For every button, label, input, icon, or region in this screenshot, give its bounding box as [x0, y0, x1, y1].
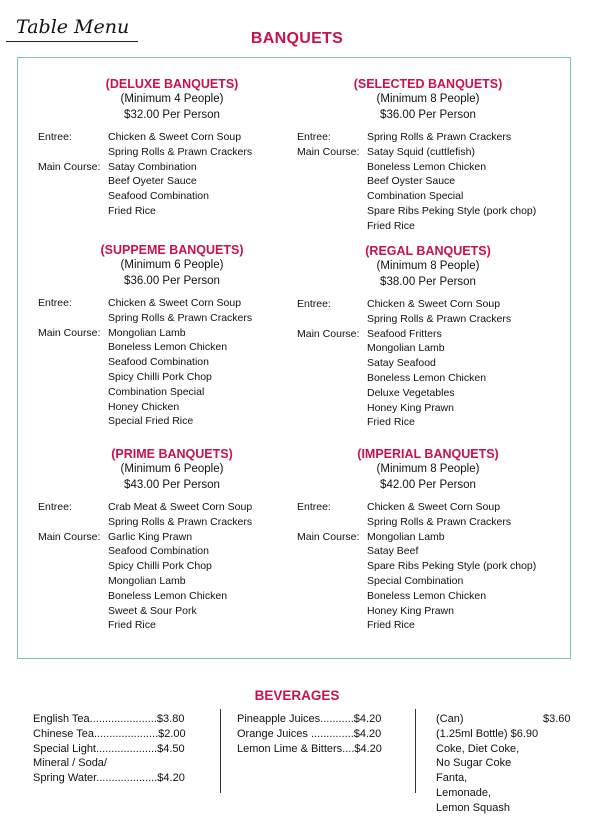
course-label [38, 311, 108, 326]
course-label: Main Course: [297, 530, 360, 543]
course-label [297, 415, 367, 430]
beverage-line: (1.25ml Bottle) $6.90 [436, 727, 539, 740]
dish-name: Chicken & Sweet Corn Soup [108, 297, 242, 309]
course-label: Entree: [38, 297, 72, 309]
menu-row [297, 515, 587, 530]
menu-row [297, 371, 587, 386]
menu-row [38, 189, 328, 204]
dish-name: Spare Ribs Peking Style (pork chop) [367, 560, 537, 573]
dish-name: Beef Oyeter Sauce [108, 175, 197, 188]
banquet-minimum: (Minimum 6 People) [120, 259, 224, 271]
banquet-items [297, 130, 587, 234]
dish-name: Mongolian Lamb [367, 530, 445, 543]
dish-name: Boneless Lemon Chicken [367, 371, 487, 384]
menu-row [297, 130, 587, 145]
dish-name: Honey King Prawn [367, 604, 454, 617]
banquet-price: $38.00 Per Person [380, 275, 476, 288]
menu-row [297, 401, 587, 416]
dish-name: Spring Rolls & Prawn Crackers [108, 311, 253, 324]
dish-name: Special Fried Rice [108, 415, 194, 428]
course-label [38, 515, 108, 530]
menu-row [38, 355, 328, 370]
dish-name: Spring Rolls & Prawn Crackers [367, 131, 512, 143]
course-label [297, 386, 367, 401]
menu-row [38, 174, 328, 189]
menu-row [297, 341, 587, 356]
beverage-column-teas [33, 712, 186, 786]
menu-row [38, 145, 328, 160]
dish-name: Spring Rolls & Prawn Crackers [108, 145, 253, 158]
dish-name: Mongolian Lamb [108, 574, 186, 587]
course-label [297, 604, 367, 619]
dish-name: Fried Rice [108, 619, 156, 632]
dish-name: Spare Ribs Peking Style (pork chop) [367, 204, 537, 217]
banquet-minimum: (Minimum 8 People) [376, 93, 480, 105]
banquet-imperial [297, 446, 587, 633]
banquet-header [38, 242, 306, 289]
dish-name: Mongolian Lamb [367, 342, 445, 355]
dish-name: Spring Rolls & Prawn Crackers [367, 312, 512, 325]
beverage-column-soft-drinks [436, 712, 571, 816]
menu-row [38, 414, 328, 429]
course-label: Entree: [297, 131, 331, 143]
banquet-price: $42.00 Per Person [380, 478, 476, 491]
dish-name: Fried Rice [108, 204, 156, 217]
dish-name: Fried Rice [367, 416, 415, 429]
menu-row [38, 604, 328, 619]
beverage-line: No Sugar Coke [436, 757, 512, 770]
banquet-items [38, 130, 328, 219]
banquet-deluxe [38, 76, 328, 219]
course-label [38, 204, 108, 219]
menu-row [297, 312, 587, 327]
dish-name: Beef Oyster Sauce [367, 175, 456, 188]
banquet-name: (REGAL BANQUETS) [365, 244, 491, 258]
menu-row [38, 385, 328, 400]
banquet-suppeme [38, 242, 328, 429]
course-label [38, 574, 108, 589]
course-label [38, 189, 108, 204]
course-label [297, 174, 367, 189]
beverage-line: Spring Water....................$4.20 [33, 772, 185, 785]
course-label [38, 604, 108, 619]
course-label [297, 160, 367, 175]
beverage-line: Lemonade, [436, 786, 492, 799]
menu-row [38, 544, 328, 559]
beverages-title: BEVERAGES [254, 688, 340, 703]
menu-row [297, 327, 587, 342]
dish-name: Spicy Chilli Pork Chop [108, 370, 212, 383]
menu-row [297, 219, 587, 234]
menu-row [38, 574, 328, 589]
menu-row [38, 530, 328, 545]
banquet-header [38, 76, 306, 123]
menu-row [38, 311, 328, 326]
menu-row [297, 500, 587, 515]
course-label: Entree: [38, 131, 72, 143]
dish-name: Boneless Lemon Chicken [108, 341, 228, 354]
course-label [297, 401, 367, 416]
menu-row [297, 559, 587, 574]
menu-row [297, 297, 587, 312]
menu-row [38, 559, 328, 574]
menu-row [297, 589, 587, 604]
banquet-header [297, 446, 559, 493]
course-label [38, 414, 108, 429]
menu-row [38, 160, 328, 175]
dish-name: Combination Special [367, 190, 464, 203]
menu-row [38, 340, 328, 355]
menu-row [297, 189, 587, 204]
banquet-name: (DELUXE BANQUETS) [105, 77, 239, 91]
banquet-name: (PRIME BANQUETS) [111, 447, 233, 461]
dish-name: Seafood Combination [108, 190, 209, 203]
dish-name: Satay Beef [367, 545, 419, 558]
dish-name: Mongolian Lamb [108, 326, 186, 339]
dish-name: Chicken & Sweet Corn Soup [108, 131, 242, 143]
dish-name: Seafood Combination [108, 545, 209, 558]
menu-row [38, 326, 328, 341]
banquet-regal [297, 243, 587, 430]
menu-row [38, 515, 328, 530]
dish-name: Honey Chicken [108, 400, 180, 413]
dish-name: Spring Rolls & Prawn Crackers [367, 515, 512, 528]
menu-row [297, 604, 587, 619]
banquet-name: (SUPPEME BANQUETS) [100, 243, 244, 257]
course-label: Main Course: [38, 530, 101, 543]
menu-row [38, 130, 328, 145]
banquet-prime [38, 446, 328, 633]
course-label: Entree: [297, 501, 331, 513]
dish-name: Combination Special [108, 385, 205, 398]
menu-row [297, 160, 587, 175]
menu-row [38, 500, 328, 515]
beverage-line: Pineapple Juices...........$4.20 [237, 713, 382, 725]
beverage-line: Special Light....................$4.50 [33, 742, 185, 755]
menu-row [297, 356, 587, 371]
banquet-price: $32.00 Per Person [124, 108, 220, 121]
beverage-line: Lemon Lime & Bitters....$4.20 [237, 742, 382, 755]
banquet-header [297, 243, 559, 290]
course-label [297, 341, 367, 356]
dish-name: Boneless Lemon Chicken [108, 589, 228, 602]
course-label [38, 400, 108, 415]
dish-name: Garlic King Prawn [108, 530, 193, 543]
banquet-minimum: (Minimum 6 People) [120, 463, 224, 475]
course-label: Entree: [38, 501, 72, 513]
course-label [297, 219, 367, 234]
dish-name: Sweet & Sour Pork [108, 604, 197, 617]
course-label: Main Course: [38, 326, 101, 339]
course-label [297, 544, 367, 559]
dish-name: Chicken & Sweet Corn Soup [367, 298, 501, 310]
course-label: Entree: [297, 298, 331, 310]
course-label [297, 574, 367, 589]
course-label [38, 145, 108, 160]
banquet-name: (IMPERIAL BANQUETS) [357, 447, 499, 461]
beverage-line: (Can) $3.60 [436, 713, 571, 725]
menu-row [297, 574, 587, 589]
course-label [297, 589, 367, 604]
banquet-header [297, 76, 559, 123]
course-label [38, 589, 108, 604]
course-label [38, 385, 108, 400]
beverage-line: Chinese Tea.....................$2.00 [33, 727, 186, 740]
dish-name: Spicy Chilli Pork Chop [108, 560, 212, 573]
course-label [297, 515, 367, 530]
course-label [38, 370, 108, 385]
course-label [38, 544, 108, 559]
banquet-price: $36.00 Per Person [124, 274, 220, 287]
dish-name: Spring Rolls & Prawn Crackers [108, 515, 253, 528]
menu-row [297, 530, 587, 545]
banquet-minimum: (Minimum 4 People) [120, 93, 224, 105]
beverage-line: English Tea......................$3.80 [33, 713, 185, 725]
dish-name: Fried Rice [367, 219, 415, 232]
course-label: Main Course: [38, 160, 101, 173]
menu-row [297, 415, 587, 430]
course-label [38, 355, 108, 370]
course-label [297, 189, 367, 204]
course-label [297, 356, 367, 371]
dish-name: Deluxe Vegetables [367, 386, 455, 399]
course-label: Main Course: [297, 327, 360, 340]
banquet-items [297, 500, 587, 633]
beverage-line: Mineral / Soda/ [33, 757, 107, 770]
dish-name: Seafood Combination [108, 356, 209, 369]
beverage-divider [415, 709, 416, 793]
menu-row [297, 544, 587, 559]
menu-row [297, 204, 587, 219]
dish-name: Special Combination [367, 574, 464, 587]
page-title: BANQUETS [250, 30, 344, 47]
beverage-column-juices [237, 712, 382, 756]
dish-name: Fried Rice [367, 619, 415, 632]
menu-row [297, 145, 587, 160]
course-label [297, 312, 367, 327]
beverage-line: Coke, Diet Coke, [436, 742, 520, 755]
course-label [297, 371, 367, 386]
banquet-selected [297, 76, 587, 234]
menu-row [38, 618, 328, 633]
menu-row [297, 386, 587, 401]
course-label [297, 204, 367, 219]
dish-name: Satay Squid (cuttlefish) [367, 145, 475, 158]
dish-name: Satay Seafood [367, 357, 436, 370]
dish-name: Seafood Fritters [367, 327, 442, 340]
menu-row [297, 174, 587, 189]
dish-name: Boneless Lemon Chicken [367, 589, 487, 602]
dish-name: Chicken & Sweet Corn Soup [367, 501, 501, 513]
banquet-minimum: (Minimum 8 People) [376, 463, 480, 475]
course-label [297, 559, 367, 574]
menu-row [38, 296, 328, 311]
beverage-divider [220, 709, 221, 793]
banquet-name: (SELECTED BANQUETS) [353, 77, 503, 91]
beverage-line: Lemon Squash [436, 801, 510, 814]
course-label [38, 559, 108, 574]
dish-name: Crab Meat & Sweet Corn Soup [108, 501, 253, 513]
dish-name: Honey King Prawn [367, 401, 454, 414]
course-label [38, 340, 108, 355]
beverage-line: Orange Juices ..............$4.20 [237, 727, 382, 740]
menu-row [38, 400, 328, 415]
banquet-items [38, 296, 328, 429]
menu-row [38, 589, 328, 604]
banquet-header [38, 446, 306, 493]
banquet-price: $36.00 Per Person [380, 108, 476, 121]
handwritten-note: Table Menu [16, 16, 130, 38]
course-label [38, 174, 108, 189]
banquet-items [38, 500, 328, 633]
beverage-line: Fanta, [436, 772, 468, 785]
course-label [38, 618, 108, 633]
course-label: Main Course: [297, 145, 360, 158]
dish-name: Satay Combination [108, 160, 197, 173]
course-label [297, 618, 367, 633]
banquet-price: $43.00 Per Person [124, 478, 220, 491]
dish-name: Boneless Lemon Chicken [367, 160, 487, 173]
menu-row [297, 618, 587, 633]
menu-row [38, 370, 328, 385]
banquet-items [297, 297, 587, 430]
menu-row [38, 204, 328, 219]
banquet-minimum: (Minimum 8 People) [376, 260, 480, 272]
